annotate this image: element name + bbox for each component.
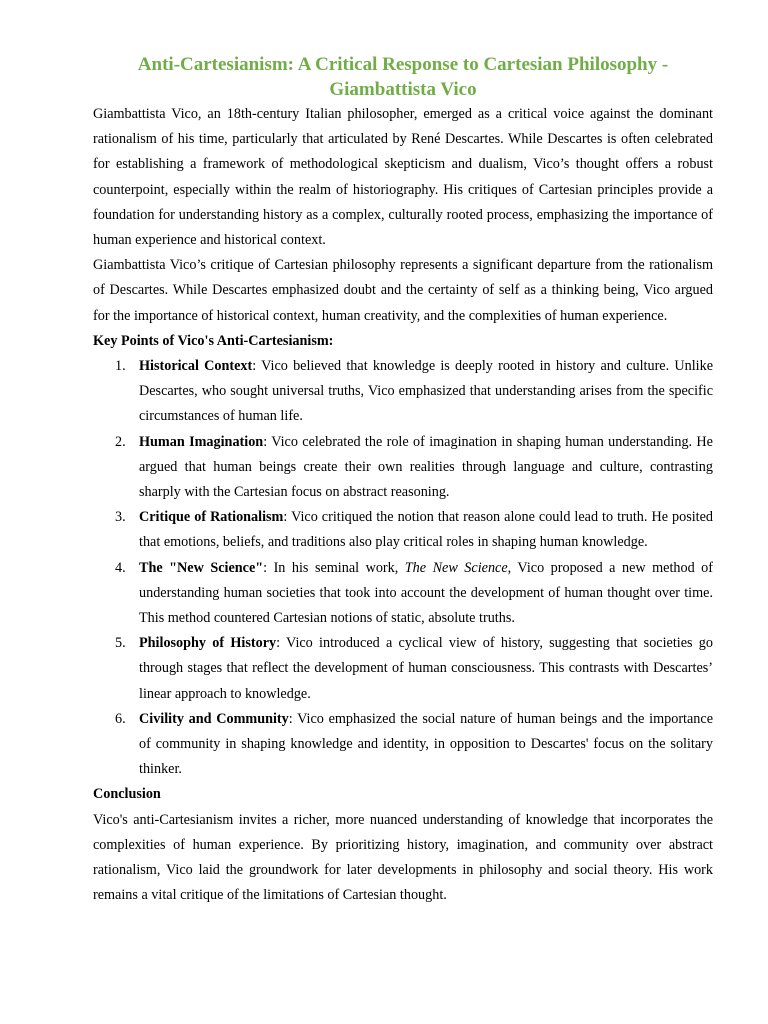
list-item-term: Historical Context [139,358,253,375]
list-item [93,631,713,707]
list-item-term: Civility and Community [139,710,289,727]
list-item-text: : Vico critiqued the notion that reason alone could lead to truth. He posited that emotions, beliefs, and traditions also play critical roles in shaping human knowledge. [139,509,713,551]
conclusion-paragraph: Vico's anti-Cartesianism invites a richer, more nuanced understanding of knowledge that incorporates the complexities of human experience. By prioritizing history, imagination, and community over abstract rationalism, Vico laid the groundwork for later developments in philosophy and social theory. His work remains a vital critique of the limitations of Cartesian thought. [93,811,713,904]
list-number: 2. [115,433,126,450]
list-item-term: Philosophy of History [139,635,277,652]
conclusion-heading: Conclusion [93,786,161,803]
intro-paragraph: Giambattista Vico, an 18th-century Italian philosopher, emerged as a critical voice against the dominant rationalism of his time, particularly that articulated by René Descartes. While Descartes is often celebrated for establishing a framework of methodological skepticism and dualism, Vico’s thought offers a robust counterpoint, especially within the realm of historiography. His critiques of Cartesian principles provide a foundation for understanding history as a complex, culturally rooted process, emphasizing the importance of human experience and historical context. [93,106,713,249]
list-item-text: , Vico proposed a new method of understanding human societies that took into account the development of human thought over time. This method countered Cartesian notions of static, absolute truths. [139,559,714,627]
document-title: Anti-Cartesianism: A Critical Response to Cartesian Philosophy - Giambattista Vico [137,54,669,100]
list-item-term: The "New Science" [139,559,264,576]
critique-paragraph: Giambattista Vico’s critique of Cartesian philosophy represents a significant departure from the rationalism of Descartes. While Descartes emphasized doubt and the certainty of self as a thinking being, Vico argued for the importance of historical context, human creativity, and the complexities of human experience. [93,257,713,324]
list-item-term: Critique of Rationalism [139,509,284,526]
list-number: 6. [115,710,126,727]
list-item [93,354,713,430]
list-item [93,556,713,632]
key-points-list [93,354,713,782]
list-item-text: : Vico introduced a cyclical view of history, suggesting that societies go through stages that reflect the development of human consciousness. This contrasts with Descartes’ linear approach to knowledge. [139,635,713,702]
list-item [93,707,713,783]
list-item-text: : In his seminal work, [263,559,405,576]
list-number: 4. [115,559,126,576]
list-item-text: : Vico emphasized the social nature of human beings and the importance of community in shaping knowledge and identity, in opposition to Descartes' focus on the solitary thinker. [139,710,713,778]
list-item-text: : Vico celebrated the role of imagination in shaping human understanding. He argued that human beings create their own realities through language and culture, contrasting sharply with the Cartesian focus on abstract reasoning. [139,433,713,501]
list-number: 1. [115,358,126,375]
list-number: 3. [115,509,126,526]
list-item-text: : Vico believed that knowledge is deeply rooted in history and culture. Unlike Descartes, who sought universal truths, Vico emphasized that understanding arises from the specific circumstances of human life. [139,358,713,425]
list-item-term: Human Imagination [139,433,264,450]
list-item [93,430,713,506]
key-points-heading: Key Points of Vico's Anti-Cartesianism: [93,332,334,349]
list-number: 5. [115,635,126,652]
book-title: The New Science [404,559,508,576]
list-item [93,505,713,555]
